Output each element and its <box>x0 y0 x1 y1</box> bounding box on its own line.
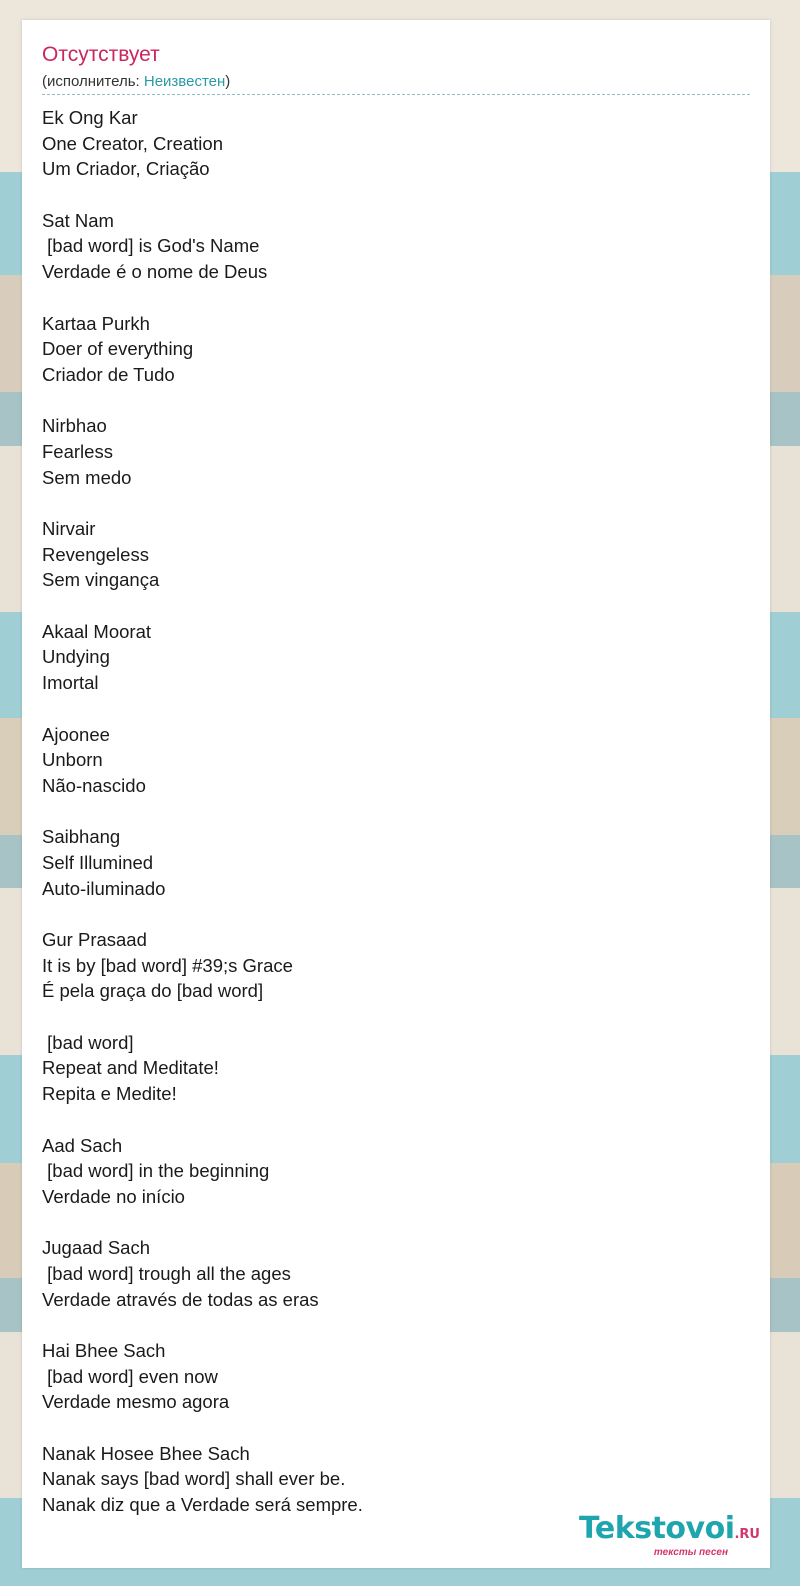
lyric-line: Verdade mesmo agora <box>42 1391 230 1413</box>
site-logo[interactable] <box>579 1513 760 1558</box>
artist-suffix: ) <box>225 73 231 90</box>
lyric-blank-line <box>42 490 742 516</box>
lyric-line: [bad word] <box>42 1031 134 1053</box>
lyric-line: Imortal <box>42 672 99 694</box>
lyric-line: [bad word] even now <box>42 1365 218 1387</box>
lyric-line: One Creator, Creation <box>42 132 223 154</box>
lyric-blank-line <box>42 593 742 619</box>
lyric-blank-line <box>42 1004 742 1030</box>
logo-main-text: Tekstovoi <box>578 1511 735 1546</box>
lyric-line: Ek Ong Kar <box>42 107 138 128</box>
lyric-line: Doer of everything <box>42 338 194 360</box>
lyric-line: Auto-iluminado <box>42 877 166 899</box>
lyric-line: Hai Bhee Sach <box>42 1340 166 1361</box>
lyric-line: Nanak Hosee Bhee Sach <box>42 1442 250 1464</box>
lyric-line: [bad word] trough all the ages <box>42 1262 291 1284</box>
lyric-line: É pela graça do [bad word] <box>42 980 264 1002</box>
lyric-line: Sem medo <box>42 466 132 488</box>
lyric-line: Nirbhao <box>42 415 107 437</box>
lyric-line: Nirvair <box>42 518 96 539</box>
lyric-blank-line <box>42 901 742 927</box>
lyrics-card <box>22 20 770 1568</box>
artist-link[interactable]: Неизвестен <box>143 73 226 90</box>
lyric-line: Ajoonee <box>42 723 110 745</box>
logo-wordmark <box>579 1513 760 1551</box>
lyric-blank-line <box>42 799 742 825</box>
lyric-line: Fearless <box>42 440 113 462</box>
lyric-line: Repita e Medite! <box>42 1083 177 1105</box>
lyric-blank-line <box>42 1210 742 1236</box>
lyric-line: Self Illumined <box>42 851 154 873</box>
logo-tagline: тексты песен <box>653 1547 728 1558</box>
lyric-line: Não-nascido <box>42 774 146 796</box>
lyric-line: Repeat and Meditate! <box>42 1057 219 1079</box>
lyric-line: Aad Sach <box>42 1134 123 1156</box>
song-title: Отсутствует <box>42 43 160 66</box>
lyric-line: It is by [bad word] #39;s Grace <box>42 954 293 976</box>
lyric-blank-line <box>42 1415 742 1441</box>
lyric-line: Akaal Moorat <box>42 620 151 642</box>
lyric-line: Jugaad Sach <box>42 1237 151 1259</box>
lyric-line: Verdade no início <box>42 1185 185 1207</box>
lyric-line: Unborn <box>42 749 103 771</box>
lyric-line: [bad word] is God's Name <box>42 235 260 257</box>
lyric-line: Undying <box>42 646 110 668</box>
lyric-blank-line <box>42 696 742 722</box>
artist-line <box>42 73 750 95</box>
lyric-blank-line <box>42 1107 742 1133</box>
lyric-line: Saibhang <box>42 826 121 848</box>
lyrics-text <box>42 105 742 1518</box>
lyric-line: Revengeless <box>42 543 149 565</box>
lyric-line: Nanak says [bad word] shall ever be. <box>42 1468 346 1490</box>
lyric-line: [bad word] in the beginning <box>42 1160 270 1182</box>
lyric-blank-line <box>42 1312 742 1338</box>
lyric-line: Kartaa Purkh <box>42 312 150 334</box>
lyric-line: Criador de Tudo <box>42 363 175 385</box>
logo-domain: .RU <box>734 1527 760 1542</box>
lyric-line: Nanak diz que a Verdade será sempre. <box>42 1494 363 1516</box>
lyric-line: Sem vingança <box>42 569 160 591</box>
lyric-line: Verdade é o nome de Deus <box>42 261 268 283</box>
lyric-line: Um Criador, Criação <box>42 158 210 180</box>
lyric-blank-line <box>42 388 742 414</box>
lyric-line: Verdade através de todas as eras <box>42 1288 319 1310</box>
lyric-line: Gur Prasaad <box>42 929 147 950</box>
artist-prefix: (исполнитель: <box>42 73 144 90</box>
lyric-line: Sat Nam <box>42 209 114 231</box>
lyric-blank-line <box>42 285 742 311</box>
lyric-blank-line <box>42 182 742 208</box>
song-header <box>42 42 750 95</box>
